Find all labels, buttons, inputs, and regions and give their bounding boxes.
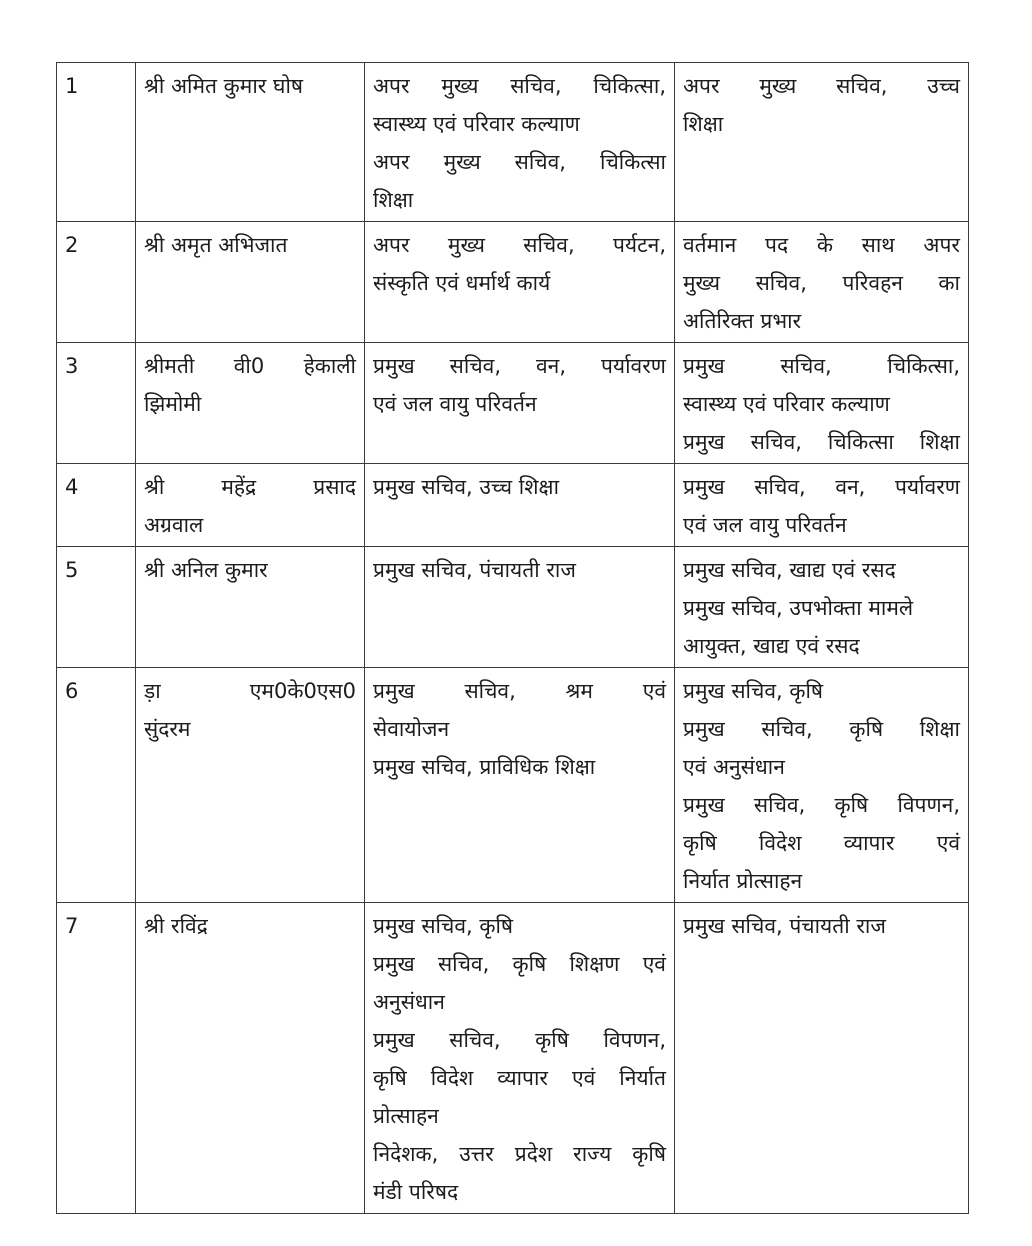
officer-name-line: अग्रवाल: [144, 513, 204, 537]
current-post-line: प्रोत्साहन: [373, 1104, 439, 1128]
current-post-line: प्रमुख सचिव, वन, पर्यावरण: [373, 354, 666, 378]
current-post-line: मंडी परिषद: [373, 1180, 459, 1204]
current-post-line: प्रमुख सचिव, श्रम एवं: [373, 679, 666, 703]
table-row: [57, 668, 969, 903]
officer-name-line: सुंदरम: [144, 717, 191, 741]
officer-name-cell: [136, 464, 365, 547]
current-post-cell: [365, 464, 675, 547]
current-post-line: एवं जल वायु परिवर्तन: [373, 392, 537, 416]
officer-name-cell: [136, 343, 365, 464]
officer-transfer-table: [56, 62, 969, 1214]
current-post-line: स्वास्थ्य एवं परिवार कल्याण: [373, 112, 580, 136]
officer-name-line: श्री महेंद्र प्रसाद: [144, 475, 356, 499]
table-row: [57, 464, 969, 547]
new-post-cell: [675, 547, 969, 668]
officer-name-line: झिमोमी: [144, 392, 202, 416]
new-post-line: अपर मुख्य सचिव, उच्च: [683, 74, 960, 98]
current-post-cell: [365, 547, 675, 668]
new-post-line: प्रमुख सचिव, उपभोक्ता मामले: [683, 596, 914, 620]
officer-name-line: श्री अमित कुमार घोष: [144, 74, 304, 98]
new-post-line: अतिरिक्त प्रभार: [683, 309, 802, 333]
serial-number-cell: 2: [57, 222, 136, 343]
new-post-line: निर्यात प्रोत्साहन: [683, 869, 803, 893]
new-post-line: प्रमुख सचिव, कृषि शिक्षा: [683, 717, 960, 741]
current-post-line: अपर मुख्य सचिव, पर्यटन,: [373, 233, 666, 257]
current-post-line: अनुसंधान: [373, 990, 445, 1014]
serial-number-cell: 6: [57, 668, 136, 903]
table-row: [57, 63, 969, 222]
new-post-cell: [675, 903, 969, 1214]
officer-name-cell: [136, 903, 365, 1214]
officer-name-line: श्री रविंद्र: [144, 914, 208, 938]
table-row: [57, 222, 969, 343]
serial-number-cell: 4: [57, 464, 136, 547]
current-post-line: संस्कृति एवं धर्मार्थ कार्य: [373, 271, 551, 295]
new-post-cell: [675, 63, 969, 222]
new-post-line: आयुक्त, खाद्य एवं रसद: [683, 634, 860, 658]
current-post-cell: [365, 222, 675, 343]
new-post-cell: [675, 464, 969, 547]
current-post-line: शिक्षा: [373, 188, 414, 212]
officer-name-cell: [136, 63, 365, 222]
new-post-line: प्रमुख सचिव, कृषि: [683, 679, 824, 703]
table-row: [57, 547, 969, 668]
table-row: [57, 903, 969, 1214]
serial-number-cell: 1: [57, 63, 136, 222]
new-post-line: एवं अनुसंधान: [683, 755, 785, 779]
current-post-cell: [365, 903, 675, 1214]
new-post-line: प्रमुख सचिव, कृषि विपणन,: [683, 793, 960, 817]
new-post-line: वर्तमान पद के साथ अपर: [683, 233, 960, 257]
new-post-line: एवं जल वायु परिवर्तन: [683, 513, 847, 537]
new-post-cell: [675, 668, 969, 903]
current-post-line: प्रमुख सचिव, उच्च शिक्षा: [373, 475, 560, 499]
current-post-line: प्रमुख सचिव, कृषि शिक्षण एवं: [373, 952, 666, 976]
current-post-line: सेवायोजन: [373, 717, 450, 741]
current-post-cell: [365, 668, 675, 903]
current-post-line: निदेशक, उत्तर प्रदेश राज्य कृषि: [373, 1142, 666, 1166]
serial-number-cell: 3: [57, 343, 136, 464]
current-post-cell: [365, 343, 675, 464]
current-post-line: प्रमुख सचिव, कृषि विपणन,: [373, 1028, 666, 1052]
new-post-line: प्रमुख सचिव, पंचायती राज: [683, 914, 886, 938]
table-row: [57, 343, 969, 464]
officer-name-cell: [136, 547, 365, 668]
new-post-line: प्रमुख सचिव, खाद्य एवं रसद: [683, 558, 896, 582]
new-post-line: कृषि विदेश व्यापार एवं: [683, 831, 960, 855]
current-post-line: प्रमुख सचिव, कृषि: [373, 914, 514, 938]
serial-number-cell: 5: [57, 547, 136, 668]
new-post-cell: [675, 343, 969, 464]
current-post-line: अपर मुख्य सचिव, चिकित्सा: [373, 150, 666, 174]
new-post-line: प्रमुख सचिव, चिकित्सा शिक्षा: [683, 430, 960, 454]
new-post-line: प्रमुख सचिव, वन, पर्यावरण: [683, 475, 960, 499]
current-post-line: प्रमुख सचिव, प्राविधिक शिक्षा: [373, 755, 596, 779]
new-post-line: प्रमुख सचिव, चिकित्सा,: [683, 354, 960, 378]
officer-name-line: श्री अमृत अभिजात: [144, 233, 288, 257]
current-post-line: कृषि विदेश व्यापार एवं निर्यात: [373, 1066, 666, 1090]
new-post-cell: [675, 222, 969, 343]
new-post-line: शिक्षा: [683, 112, 724, 136]
serial-number-cell: 7: [57, 903, 136, 1214]
officer-name-line: ड़ा एम0के0एस0: [144, 679, 356, 703]
officer-name-line: श्री अनिल कुमार: [144, 558, 268, 582]
current-post-cell: [365, 63, 675, 222]
current-post-line: प्रमुख सचिव, पंचायती राज: [373, 558, 576, 582]
current-post-line: अपर मुख्य सचिव, चिकित्सा,: [373, 74, 666, 98]
table-body: [57, 63, 969, 1214]
new-post-line: मुख्य सचिव, परिवहन का: [683, 271, 960, 295]
new-post-line: स्वास्थ्य एवं परिवार कल्याण: [683, 392, 890, 416]
officer-name-cell: [136, 668, 365, 903]
officer-name-cell: [136, 222, 365, 343]
officer-name-line: श्रीमती वी0 हेकाली: [144, 354, 356, 378]
